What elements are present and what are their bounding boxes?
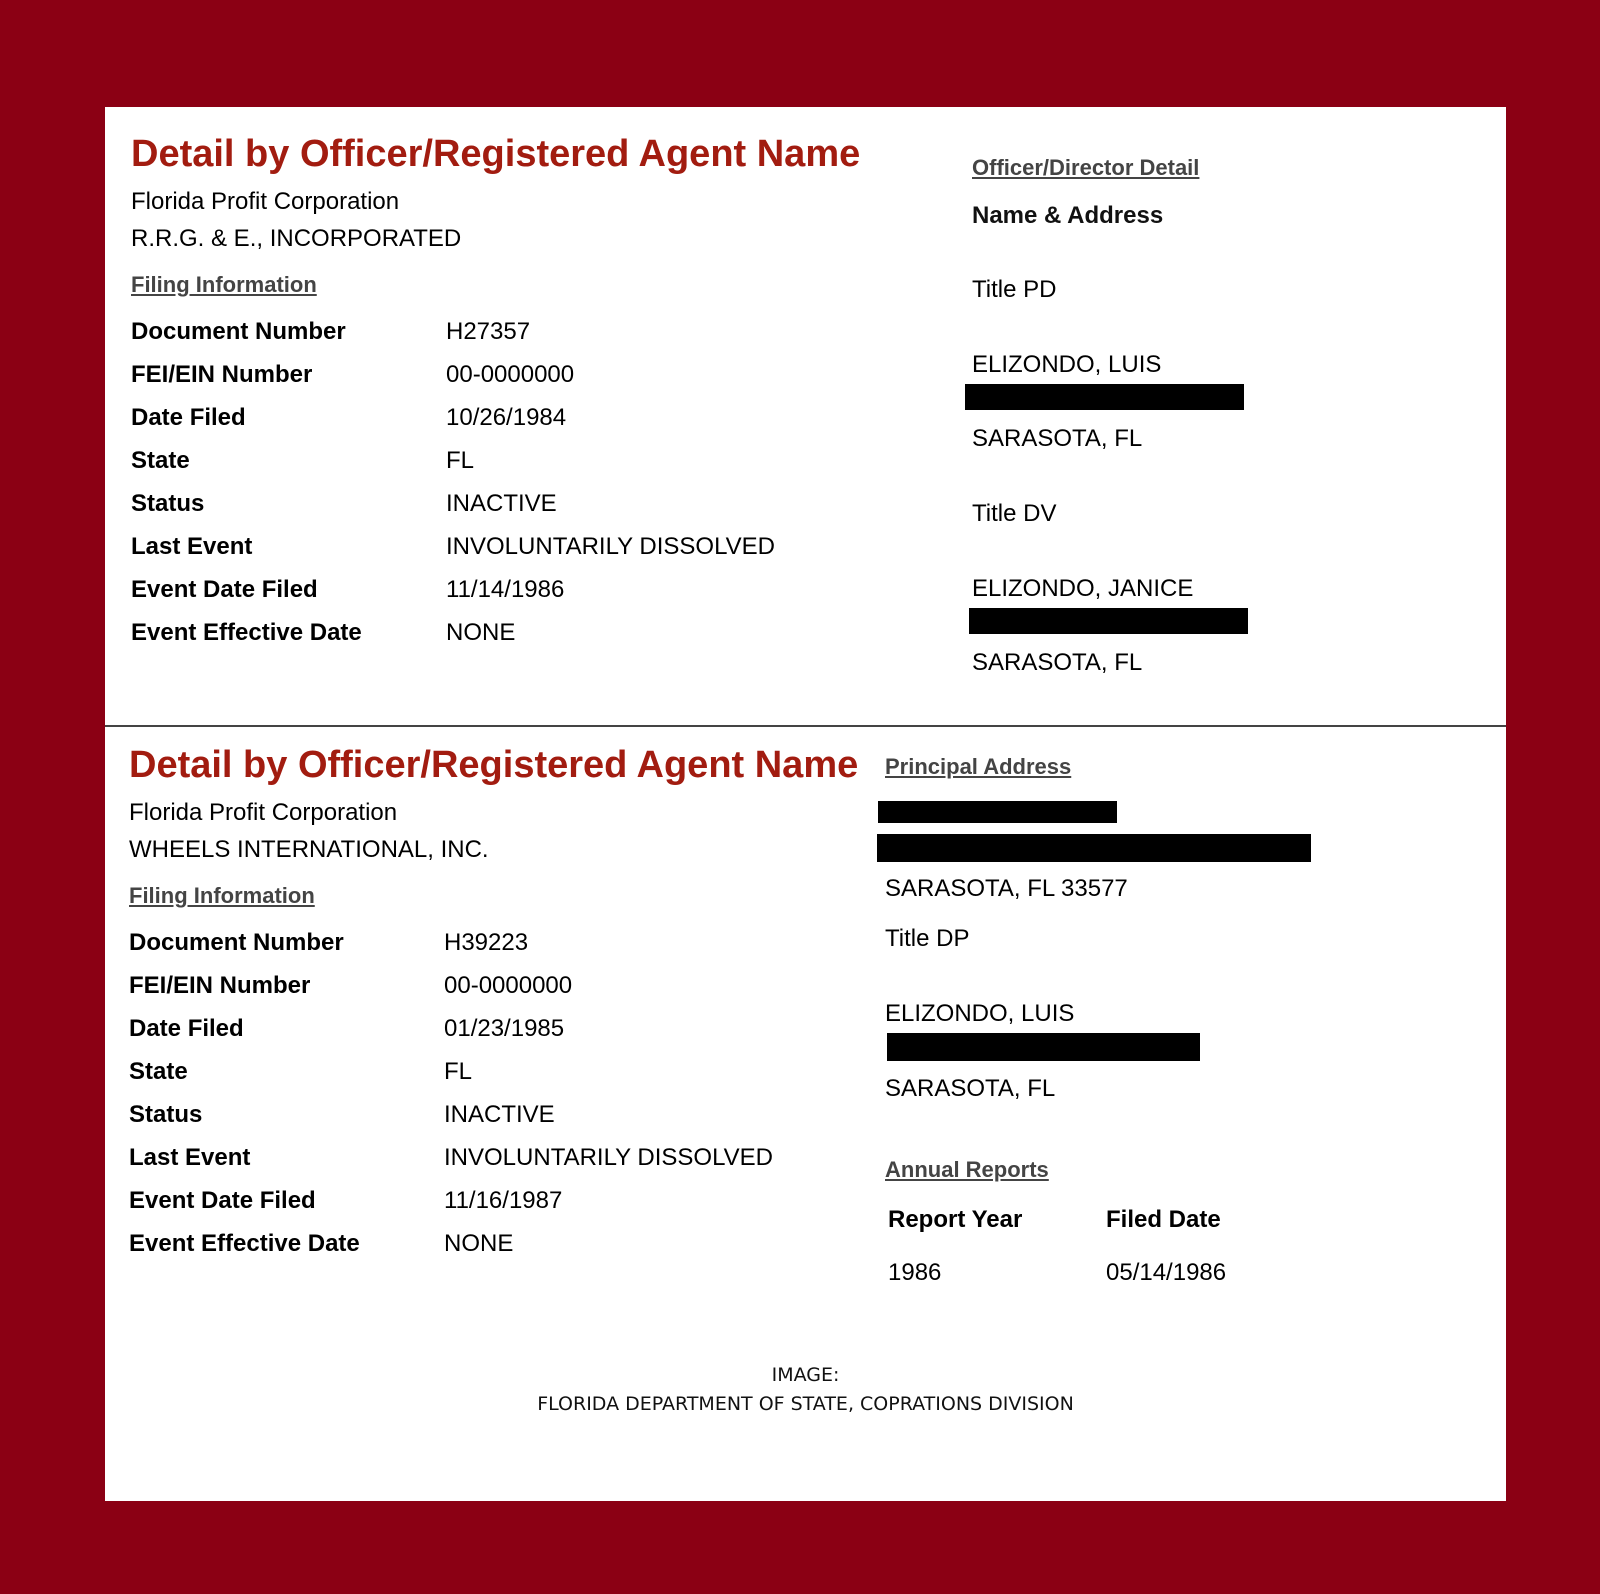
field-value: NONE [446, 619, 516, 646]
field-label: Last Event [131, 533, 253, 560]
field-label: Date Filed [131, 404, 246, 431]
field-label: Document Number [131, 318, 346, 345]
field-value: INACTIVE [444, 1101, 555, 1128]
caption-line-2: FLORIDA DEPARTMENT OF STATE, COPRATIONS DIVISION [537, 1393, 1074, 1415]
field-value: INVOLUNTARILY DISSOLVED [446, 533, 775, 560]
record-r-r-g-e [105, 107, 1506, 727]
filing-information-heading: Filing Information [129, 883, 315, 908]
redaction-bar [965, 384, 1244, 410]
field-value: 00-0000000 [444, 972, 573, 999]
filing-information-heading: Filing Information [131, 272, 317, 297]
field-label: Last Event [129, 1144, 251, 1171]
field-label: Document Number [129, 929, 344, 956]
field-value: INVOLUNTARILY DISSOLVED [444, 1144, 773, 1171]
redaction-bar [877, 834, 1311, 862]
officer-city: SARASOTA, FL [972, 649, 1143, 676]
annual-report-year: 1986 [888, 1259, 942, 1286]
field-label: State [131, 447, 190, 474]
corp-type: Florida Profit Corporation [131, 188, 400, 215]
field-label: FEI/EIN Number [131, 361, 313, 388]
document-page [105, 107, 1506, 1501]
officer-title: Title DP [885, 925, 970, 952]
field-label: Event Effective Date [131, 619, 362, 646]
principal-city: SARASOTA, FL 33577 [885, 875, 1128, 902]
field-value: INACTIVE [446, 490, 557, 517]
field-label: Event Effective Date [129, 1230, 360, 1257]
annual-reports-heading: Annual Reports [885, 1157, 1049, 1182]
field-value: FL [444, 1058, 473, 1085]
field-label: Status [131, 490, 205, 517]
officer-name: ELIZONDO, LUIS [972, 351, 1162, 378]
field-value: H27357 [446, 318, 531, 345]
field-label: Date Filed [129, 1015, 244, 1042]
record-title: Detail by Officer/Registered Agent Name [129, 744, 859, 786]
field-label: Status [129, 1101, 203, 1128]
redaction-bar [887, 1033, 1200, 1061]
field-value: NONE [444, 1230, 514, 1257]
officer-name: ELIZONDO, JANICE [972, 575, 1194, 602]
principal-address-heading: Principal Address [885, 754, 1072, 779]
annual-header-report-year: Report Year [888, 1206, 1023, 1233]
field-value: 01/23/1985 [444, 1015, 565, 1042]
corp-name: WHEELS INTERNATIONAL, INC. [129, 836, 489, 863]
corp-name: R.R.G. & E., INCORPORATED [131, 225, 462, 252]
image-credit [105, 1361, 1506, 1419]
annual-header-filed-date: Filed Date [1106, 1206, 1221, 1233]
annual-filed-date: 05/14/1986 [1106, 1259, 1227, 1286]
record-title: Detail by Officer/Registered Agent Name [131, 133, 861, 175]
field-value: H39223 [444, 929, 529, 956]
field-label: State [129, 1058, 188, 1085]
name-address-label: Name & Address [972, 202, 1164, 229]
officer-city: SARASOTA, FL [972, 425, 1143, 452]
officer-title: Title PD [972, 276, 1057, 303]
field-value: 11/16/1987 [444, 1187, 563, 1214]
record-wheels-international [105, 727, 1506, 1501]
field-value: 00-0000000 [446, 361, 575, 388]
field-value: 11/14/1986 [446, 576, 565, 603]
redaction-bar [969, 608, 1248, 634]
officer-city: SARASOTA, FL [885, 1075, 1056, 1102]
caption-line-1: IMAGE: [771, 1364, 840, 1386]
field-label: Event Date Filed [131, 576, 318, 603]
corp-type: Florida Profit Corporation [129, 799, 398, 826]
field-label: Event Date Filed [129, 1187, 316, 1214]
field-value: 10/26/1984 [446, 404, 567, 431]
field-value: FL [446, 447, 475, 474]
officer-name: ELIZONDO, LUIS [885, 1000, 1075, 1027]
officer-title: Title DV [972, 500, 1057, 527]
officer-director-heading: Officer/Director Detail [972, 155, 1200, 180]
field-label: FEI/EIN Number [129, 972, 311, 999]
redaction-bar [878, 801, 1117, 823]
